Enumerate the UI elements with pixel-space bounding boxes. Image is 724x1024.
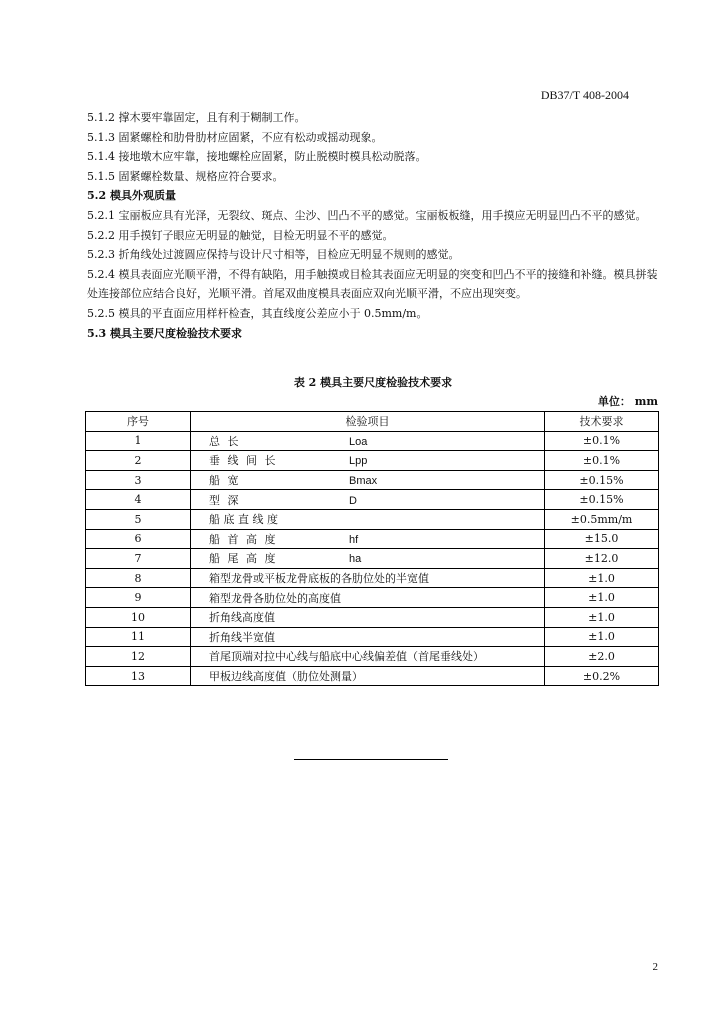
clause-5-2-5: 5.2.5 模具的平直面应用样杆检查，其直线度公差应小于 0.5mm/m。	[87, 306, 428, 320]
item-symbol: ha	[349, 553, 362, 566]
table-row	[86, 549, 659, 569]
item-name: 船 宽	[209, 474, 241, 488]
row-item	[191, 666, 545, 686]
row-item	[191, 451, 545, 471]
row-item	[191, 607, 545, 627]
row-number: 12	[86, 647, 191, 667]
row-number: 8	[86, 568, 191, 588]
item-name: 船 尾 高 度	[209, 552, 278, 566]
clause-5-1-5: 5.1.5 固紧螺栓数量、规格应符合要求。	[87, 169, 284, 183]
row-requirement: ±1.0	[545, 568, 659, 588]
body-text	[87, 108, 659, 343]
row-item	[191, 509, 545, 529]
spec-table	[85, 411, 659, 686]
row-requirement: ±15.0	[545, 529, 659, 549]
item-name: 总 长	[209, 434, 241, 448]
row-requirement: ±0.1%	[545, 451, 659, 471]
table-unit: 单位： mm	[597, 395, 658, 408]
item-name: 首尾顶端对拉中心线与船底中心线偏差值（首尾垂线处）	[209, 650, 484, 664]
row-number: 7	[86, 549, 191, 569]
row-number: 2	[86, 451, 191, 471]
row-item	[191, 490, 545, 510]
row-number: 9	[86, 588, 191, 608]
item-symbol: Loa	[349, 435, 368, 448]
document-code: DB37/T 408-2004	[540, 88, 629, 102]
item-symbol: D	[349, 494, 357, 507]
row-requirement: ±0.5mm/m	[545, 509, 659, 529]
item-symbol: Bmax	[349, 475, 378, 488]
table-row	[86, 627, 659, 647]
clause-5-2-4: 5.2.4 模具表面应光顺平滑，不得有缺陷，用手触摸或目检其表面应无明显的突变和凹凸不平的接缝和补缝。模具拼装处连接部位应结合良好，光顺平滑。首尾双曲度模具表面应双向光顺平滑，不应出现突变。	[87, 267, 658, 301]
table-row	[86, 607, 659, 627]
row-requirement: ±1.0	[545, 607, 659, 627]
item-symbol: hf	[349, 533, 359, 546]
row-item	[191, 431, 545, 451]
row-number: 4	[86, 490, 191, 510]
end-rule	[294, 759, 448, 760]
row-item	[191, 568, 545, 588]
item-name: 船 首 高 度	[209, 532, 278, 546]
header-item: 检验项目	[191, 412, 545, 432]
item-symbol: Lpp	[349, 455, 368, 468]
row-requirement: ±12.0	[545, 549, 659, 569]
row-item	[191, 549, 545, 569]
clause-5-1-4: 5.1.4 接地墩木应牢靠，接地螺栓应固紧，防止脱模时模具松动脱落。	[87, 150, 427, 164]
row-requirement: ±0.2%	[545, 666, 659, 686]
table-row	[86, 529, 659, 549]
page-number: 2	[652, 961, 658, 973]
row-item	[191, 647, 545, 667]
item-name: 船 底 直 线 度	[209, 513, 278, 527]
row-requirement: ±0.15%	[545, 470, 659, 490]
row-number: 6	[86, 529, 191, 549]
row-number: 3	[86, 470, 191, 490]
item-name: 型 深	[209, 493, 241, 507]
row-number: 11	[86, 627, 191, 647]
table-row	[86, 470, 659, 490]
table-row	[86, 666, 659, 686]
row-requirement: ±0.15%	[545, 490, 659, 510]
section-5-2-heading: 5.2 模具外观质量	[87, 189, 176, 203]
row-item	[191, 529, 545, 549]
table-row	[86, 451, 659, 471]
item-name: 折角线半宽值	[209, 630, 275, 644]
row-requirement: ±0.1%	[545, 431, 659, 451]
row-requirement: ±1.0	[545, 627, 659, 647]
row-requirement: ±2.0	[545, 647, 659, 667]
clause-5-1-2: 5.1.2 撑木要牢靠固定，且有利于糊制工作。	[87, 111, 306, 124]
item-name: 箱型龙骨或平板龙骨底板的各肋位处的半宽值	[209, 572, 429, 586]
table-title: 表 2 模具主要尺度检验技术要求	[293, 376, 453, 389]
table-row	[86, 490, 659, 510]
table-row	[86, 509, 659, 529]
table-header-row	[86, 412, 659, 432]
section-5-3-heading: 5.3 模具主要尺度检验技术要求	[87, 326, 242, 340]
header-no: 序号	[86, 412, 191, 432]
row-item	[191, 470, 545, 490]
row-item	[191, 627, 545, 647]
clause-5-2-3: 5.2.3 折角线处过渡圆应保持与设计尺寸相等，目检应无明显不规则的感觉。	[87, 248, 460, 262]
table-row	[86, 431, 659, 451]
row-item	[191, 588, 545, 608]
row-number: 10	[86, 607, 191, 627]
table-row	[86, 568, 659, 588]
row-number: 5	[86, 509, 191, 529]
item-name: 箱型龙骨各肋位处的高度值	[209, 591, 341, 605]
clause-5-2-1: 5.2.1 宝丽板应具有光泽，无裂纹、斑点、尘沙、凹凸不平的感觉。宝丽板板缝，用手摸应无明显凹凸不平的感觉。	[87, 208, 647, 222]
row-requirement: ±1.0	[545, 588, 659, 608]
clause-5-2-2: 5.2.2 用手摸钉子眼应无明显的触觉，目检无明显不平的感觉。	[87, 228, 394, 242]
table-row	[86, 588, 659, 608]
item-name: 折角线高度值	[209, 611, 275, 625]
header-requirement: 技术要求	[545, 412, 659, 432]
table-body	[86, 431, 659, 686]
table-row	[86, 647, 659, 667]
item-name: 甲板边线高度值（肋位处测量）	[209, 670, 363, 684]
item-name: 垂 线 间 长	[209, 454, 278, 468]
row-number: 13	[86, 666, 191, 686]
row-number: 1	[86, 431, 191, 451]
clause-5-1-3: 5.1.3 固紧螺栓和肋骨肋材应固紧，不应有松动或摇动现象。	[87, 130, 383, 144]
